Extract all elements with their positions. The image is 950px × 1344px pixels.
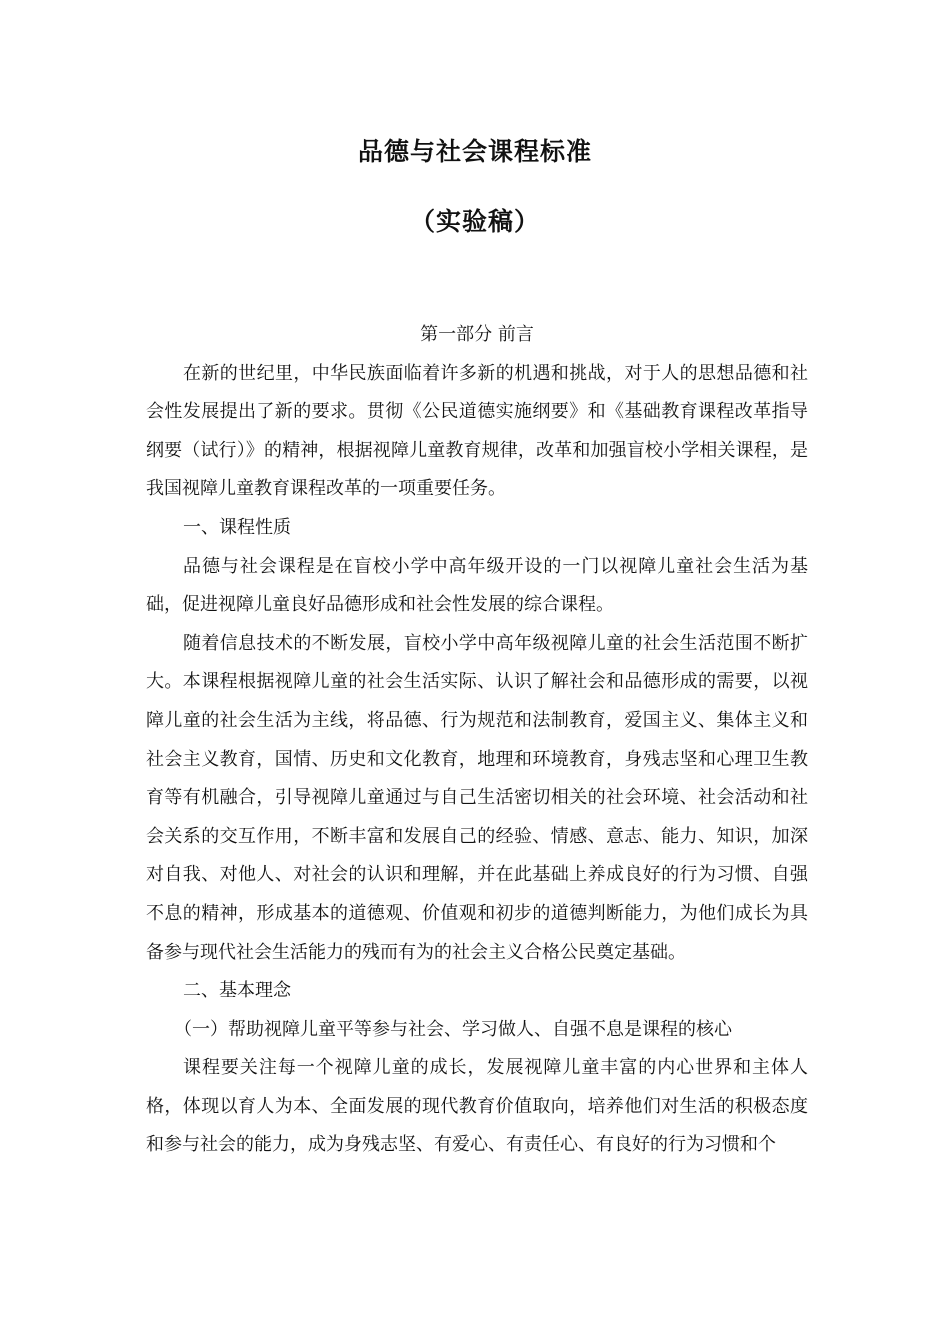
subheading-core-concept: （一）帮助视障儿童平等参与社会、学习做人、自强不息是课程的核心 [174,1018,732,1040]
heading-course-nature: 一、课程性质 [183,516,291,538]
paragraph-core-concept: 课程要关注每一个视障儿童的成长，发展视障儿童丰富的内心世界和主体人格，体现以育人为本、全面发展的现代教育价值取向，培养他们对生活的积极态度和参与社会的能力，成为身残志坚、有爱心、有责任心、有良好的行为习惯和个 [146,1057,808,1156]
document-body [146,316,808,1165]
paragraph-intro: 在新的世纪里，中华民族面临着许多新的机遇和挑战，对于人的思想品德和社会性发展提出了新的要求。贯彻《公民道德实施纲要》和《基础教育课程改革指导纲要（试行）》的精神，根据视障儿童教育规律，改革和加强盲校小学相关课程，是我国视障儿童教育课程改革的一项重要任务。 [146,362,808,500]
heading-basic-concepts: 二、基本理念 [183,980,291,1002]
paragraph-course-nature: 品德与社会课程是在盲校小学中高年级开设的一门以视障儿童社会生活为基础，促进视障儿童良好品德形成和社会性发展的综合课程。 [146,555,808,616]
document-subtitle: （实验稿） [409,207,540,236]
section-heading: 第一部分 前言 [420,324,534,345]
document-title: 品德与社会课程标准 [357,137,592,166]
paragraph-course-development: 随着信息技术的不断发展，盲校小学中高年级视障儿童的社会生活范围不断扩大。本课程根据视障儿童的社会生活实际、认识了解社会和品德形成的需要，以视障儿童的社会生活为主线，将品德、行为规范和法制教育，爱国主义、集体主义和社会主义教育，国情、历史和文化教育，地理和环境教育，身残志坚和心理卫生教育等有机融合，引导视障儿童通过与自己生活密切相关的社会环境、社会活动和社会关系的交互作用，不断丰富和发展自己的经验、情感、意志、能力、知识，加深对自我、对他人、对社会的认识和理解，并在此基础上养成良好的行为习惯、自强不息的精神，形成基本的道德观、价值观和初步的道德判断能力，为他们成长为具备参与现代社会生活能力的残而有为的社会主义合格公民奠定基础。 [146,632,808,963]
